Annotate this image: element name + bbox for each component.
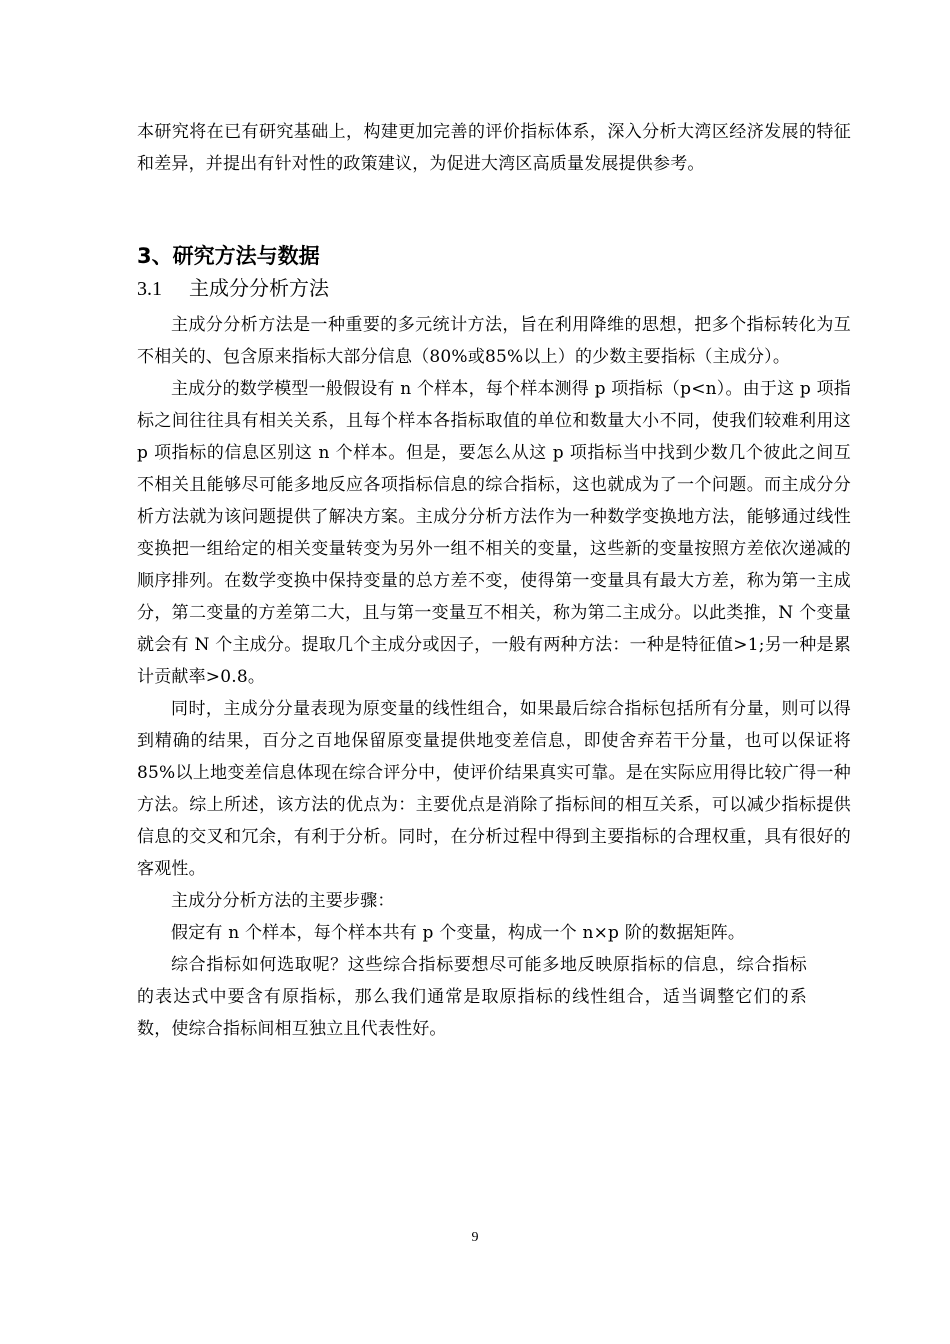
body-paragraph-pca-definition: 主成分分析方法是一种重要的多元统计方法，旨在利用降维的思想，把多个指标转化为互不相关的、包含原来指标大部分信息（80%或85%以上）的少数主要指标（主成分）。 bbox=[137, 315, 851, 367]
subsection-number: 3.1 bbox=[137, 278, 162, 300]
body-paragraph-data-matrix: 假定有 n 个样本，每个样本共有 p 个变量，构成一个 n×p 阶的数据矩阵。 bbox=[171, 923, 746, 943]
subsection-title: 主成分分析方法 bbox=[189, 276, 329, 300]
body-paragraph-advantages: 同时，主成分分量表现为原变量的线性组合，如果最后综合指标包括所有分量，则可以得到精确的结果，百分之百地保留原变量提供地变差信息，即使舍弃若干分量，也可以保证将 85%以上地变差信息体现在综合评分中，使评价结果真实可靠。是在实际应用得比较广得一种方法。综上所述，该方法的优点为：主要优点是消除了指标间的相互关系，可以减少指标提供信息的交叉和冗余，有利于分析。同时，在分析过程中得到主要指标的合理权重，具有很好的客观性。 bbox=[137, 699, 851, 879]
section-spacer bbox=[137, 180, 851, 240]
page-number: 9 bbox=[471, 1230, 479, 1245]
intro-paragraph: 本研究将在已有研究基础上，构建更加完善的评价指标体系，深入分析大湾区经济发展的特征和差异，并提出有针对性的政策建议，为促进大湾区高质量发展提供参考。 bbox=[137, 122, 851, 174]
section-heading: 3、研究方法与数据 bbox=[137, 244, 320, 268]
page-content bbox=[137, 116, 851, 1045]
body-paragraph-math-model: 主成分的数学模型一般假设有 n 个样本，每个样本测得 p 项指标（p<n）。由于这 p 项指标之间往往具有相关关系，且每个样本各指标取值的单位和数量大小不同，使我们较难利用这 p 项指标的信息区别这 n 个样本。但是，要怎么从这 p 项指标当中找到少数几个彼此之间互不相关且能够尽可能多地反应各项指标信息的综合指标，这也就成为了一个问题。而主成分分析方法就为该问题提供了解决方案。主成分分析方法作为一种数学变换地方法，能够通过线性变换把一组给定的相关变量转变为另外一组不相关的变量，这些新的变量按照方差依次递减的顺序排列。在数学变换中保持变量的总方差不变，使得第一变量具有最大方差，称为第一主成分，第二变量的方差第二大，且与第一变量互不相关，称为第二主成分。以此类推，N 个变量就会有 N 个主成分。提取几个主成分或因子，一般有两种方法：一种是特征值>1;另一种是累计贡献率>0.8。 bbox=[137, 379, 851, 687]
subsection-heading bbox=[137, 272, 851, 305]
body-paragraph-steps-title: 主成分分析方法的主要步骤： bbox=[171, 891, 395, 911]
body-paragraph-composite-index: 综合指标如何选取呢？这些综合指标要想尽可能多地反映原指标的信息，综合指标的表达式中要含有原指标，那么我们通常是取原指标的线性组合，适当调整它们的系数，使综合指标间相互独立且代表性好。 bbox=[137, 955, 807, 1039]
